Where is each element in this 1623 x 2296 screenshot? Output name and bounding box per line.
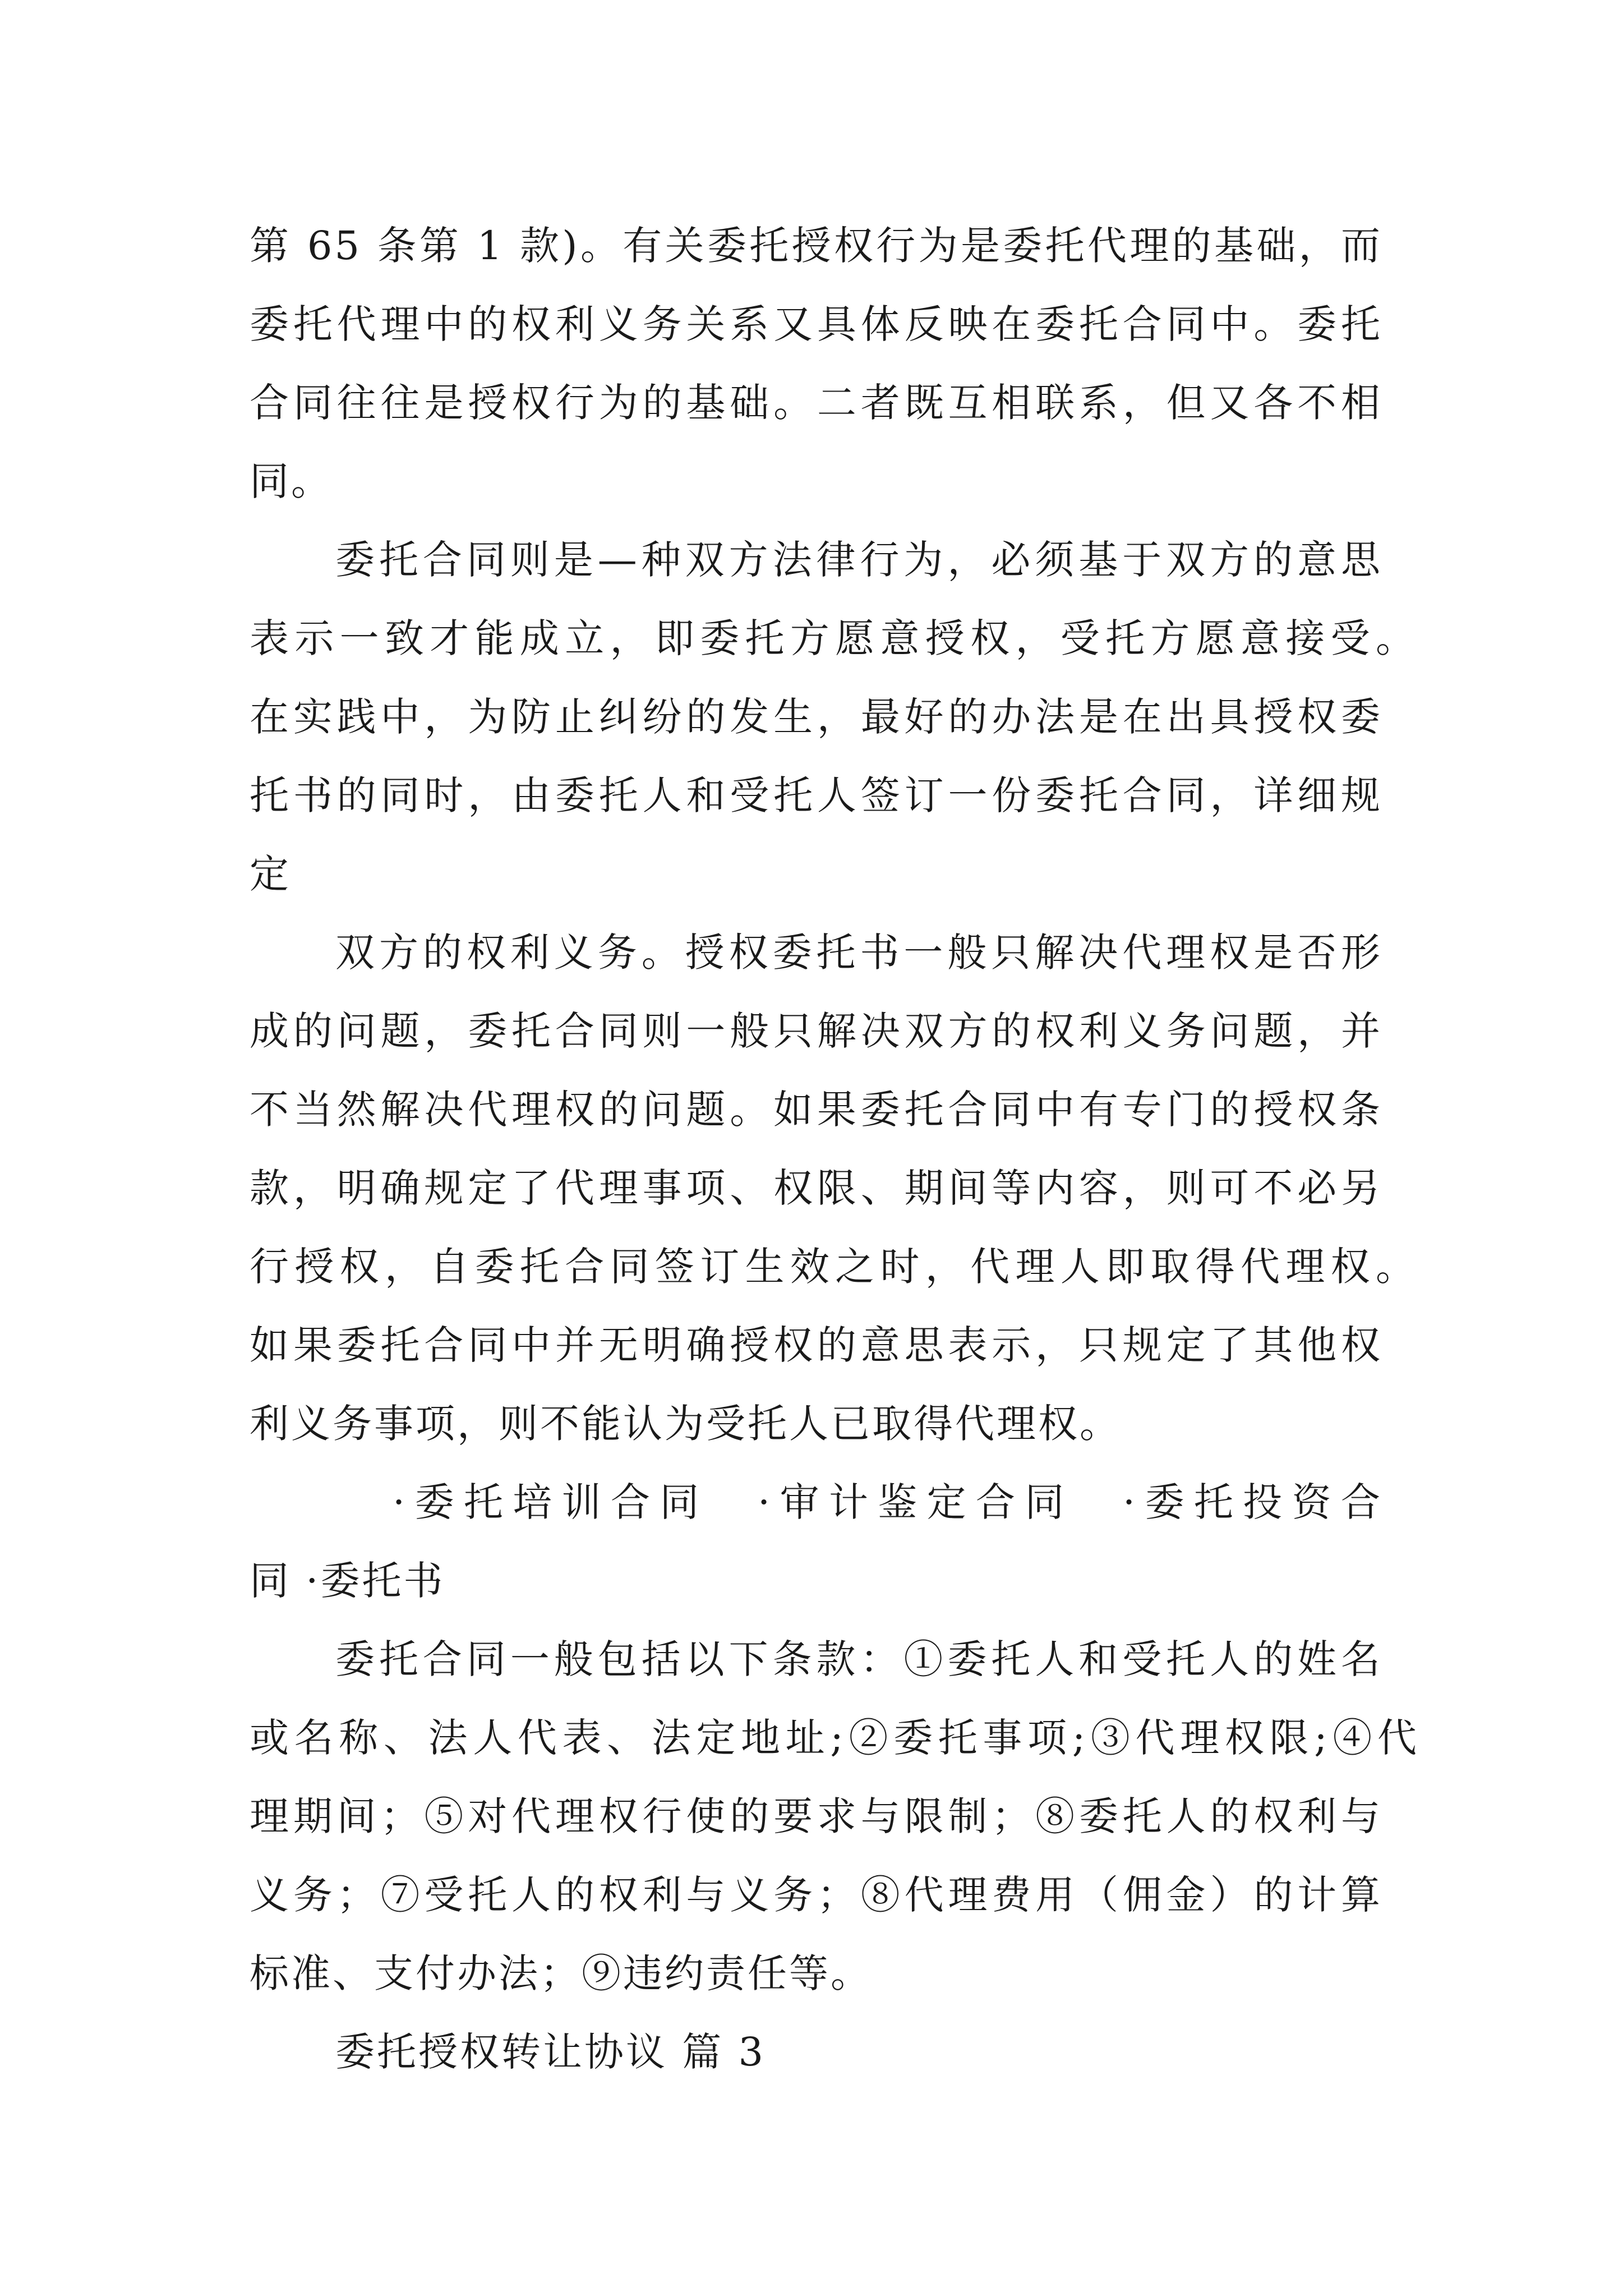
paragraph-start-line: 委托合同一般包括以下条款：①委托人和受托人的姓名 [335,1636,1382,1682]
text-line: 如果委托合同中并无明确授权的意思表示，只规定了其他权 [250,1322,1382,1368]
related-links-line: ·委托培训合同 ·审计鉴定合同 ·委托投资合 [393,1479,1382,1525]
text-line: 托书的同时，由委托人和受托人签订一份委托合同，详细规 [250,772,1382,818]
section-heading: 委托授权转让协议 篇 3 [335,2029,766,2075]
text-line: 表示一致才能成立，即委托方愿意授权，受托方愿意接受。 [250,615,1419,661]
text-line: 不当然解决代理权的问题。如果委托合同中有专门的授权条 [250,1087,1382,1133]
text-line: 利义务事项，则不能认为受托人已取得代理权。 [250,1401,1121,1447]
related-links-line: 同 ·委托书 [250,1558,445,1604]
paragraph-start-line: 双方的权利义务。授权委托书一般只解决代理权是否形 [335,930,1382,976]
text-line: 委托代理中的权利义务关系又具体反映在委托合同中。委托 [250,301,1382,347]
text-line: 款，明确规定了代理事项、权限、期间等内容，则可不必另 [250,1165,1382,1211]
text-line: 成的问题，委托合同则一般只解决双方的权利义务问题，并 [250,1008,1382,1054]
text-line: 同。 [250,458,333,504]
text-line: 理期间；⑤对代理权行使的要求与限制；⑧委托人的权利与 [250,1793,1382,1839]
text-line: 或名称、法人代表、法定地址;②委托事项;③代理权限;④代 [250,1715,1419,1761]
text-line: 定 [250,851,291,897]
text-line: 合同往往是授权行为的基础。二者既互相联系，但又各不相 [250,380,1382,426]
text-line: 行授权，自委托合同签订生效之时，代理人即取得代理权。 [250,1244,1419,1290]
paragraph-start-line: 委托合同则是—种双方法律行为，必须基于双方的意思 [335,537,1382,583]
text-line: 在实践中，为防止纠纷的发生，最好的办法是在出具授权委 [250,694,1382,740]
text-line: 标准、支付办法；⑨违约责任等。 [250,1950,872,1996]
text-line: 第 65 条第 1 款)。有关委托授权行为是委托代理的基础，而 [250,223,1382,269]
text-line: 义务；⑦受托人的权利与义务；⑧代理费用（佣金）的计算 [250,1872,1382,1918]
